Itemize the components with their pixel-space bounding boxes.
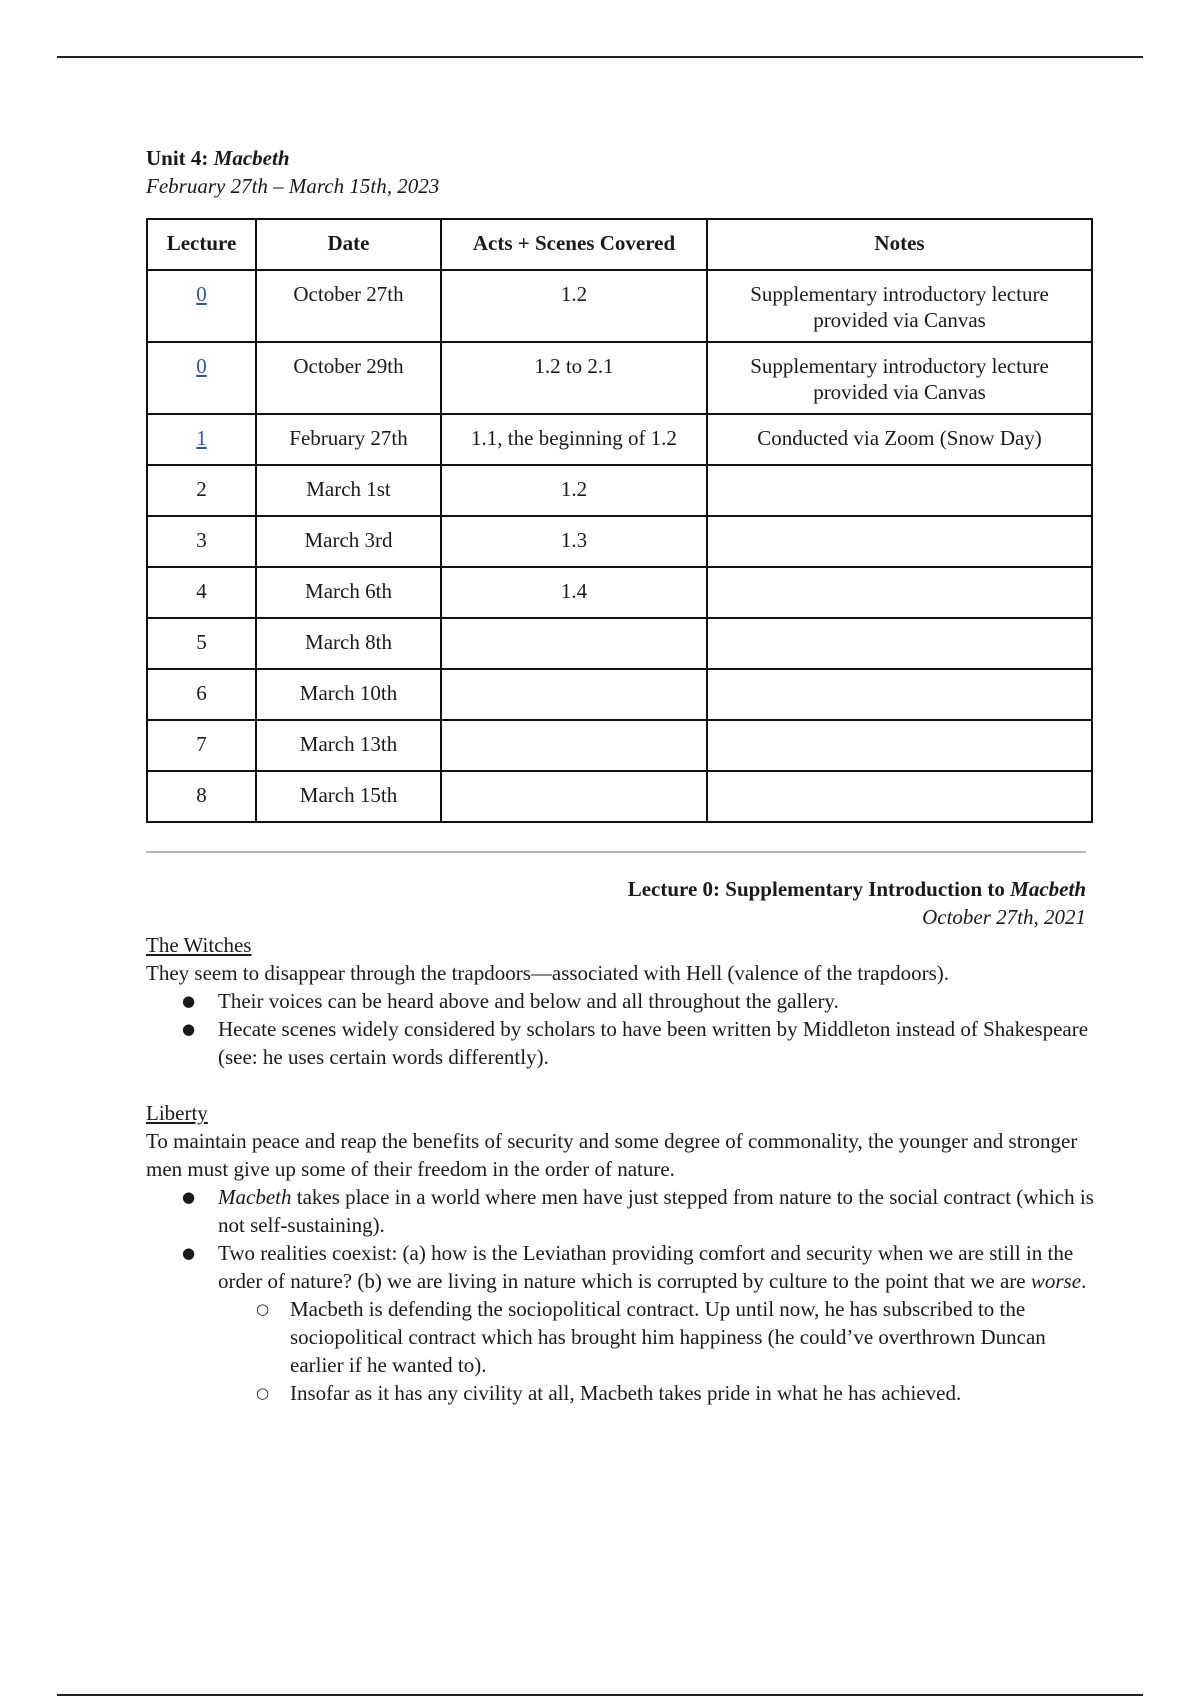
lecture-number: 6	[147, 669, 256, 720]
liberty-section	[146, 1099, 1094, 1407]
liberty-sub-bullet-list	[218, 1295, 1094, 1407]
table-row	[147, 618, 1092, 669]
list-item-text: Two realities coexist: (a) how is the Leviathan providing comfort and security when we are still in the order of nature? (b) we are living in nature which is corrupted by culture to the point that we are	[218, 1241, 1074, 1293]
lecture-title-play: Macbeth	[1010, 877, 1086, 901]
lecture-number: 2	[147, 465, 256, 516]
unit-label: Unit 4:	[146, 146, 209, 170]
witches-intro: They seem to disappear through the trapdoors—associated with Hell (valence of the trapdoors).	[146, 961, 949, 985]
lecture-number: 5	[147, 618, 256, 669]
lecture-notes: Conducted via Zoom (Snow Day)	[707, 414, 1092, 465]
table-row	[147, 771, 1092, 822]
lecture-date: March 13th	[256, 720, 441, 771]
witches-section	[146, 931, 1094, 1071]
lecture-number-link[interactable]: 0	[147, 270, 256, 342]
lecture-date: March 10th	[256, 669, 441, 720]
sub-list-item: ○ Insofar as it has any civility at all, Macbeth takes pride in what he has achieved.	[290, 1379, 1094, 1407]
lecture-notes	[707, 465, 1092, 516]
unit-title	[146, 144, 1094, 172]
lecture-date: March 6th	[256, 567, 441, 618]
header-date: Date	[256, 219, 441, 270]
list-item	[218, 1239, 1094, 1407]
lecture-notes	[707, 669, 1092, 720]
play-title-inline: Macbeth	[218, 1185, 292, 1209]
lecture-number: 3	[147, 516, 256, 567]
list-item: ● Their voices can be heard above and below and all throughout the gallery.	[218, 987, 1094, 1015]
document-body	[146, 144, 1094, 1407]
table-row	[147, 270, 1092, 342]
lecture-notes	[707, 567, 1092, 618]
table-header-row	[147, 219, 1092, 270]
lecture-date: March 1st	[256, 465, 441, 516]
lecture-number-link[interactable]: 0	[147, 342, 256, 414]
liberty-intro: To maintain peace and reap the benefits of security and some degree of commonality, the younger and stronger men must give up some of their freedom in the order of nature.	[146, 1129, 1078, 1181]
list-item: ● Hecate scenes widely considered by scholars to have been written by Middleton instead of Shakespeare (see: he uses certain words differently).	[218, 1015, 1094, 1071]
table-row	[147, 342, 1092, 414]
lecture-date: October 27th	[256, 270, 441, 342]
lecture-date: February 27th	[256, 414, 441, 465]
lecture-number-link[interactable]: 1	[147, 414, 256, 465]
lecture-acts: 1.2	[441, 270, 707, 342]
lecture-acts: 1.3	[441, 516, 707, 567]
unit-play-title: Macbeth	[213, 146, 290, 170]
lecture-number: 7	[147, 720, 256, 771]
header-notes: Notes	[707, 219, 1092, 270]
table-row	[147, 720, 1092, 771]
list-item	[218, 1183, 1094, 1239]
lecture-header	[146, 875, 1086, 931]
lecture-acts: 1.4	[441, 567, 707, 618]
table-row	[147, 414, 1092, 465]
lecture-title-text: Lecture 0: Supplementary Introduction to	[627, 877, 1011, 901]
list-item-end: .	[1081, 1269, 1087, 1293]
page-bottom-rule	[57, 1694, 1143, 1696]
table-row	[147, 567, 1092, 618]
lecture-date: March 3rd	[256, 516, 441, 567]
list-item-text: takes place in a world where men have just stepped from nature to the social contract (which is not self-sustaining).	[218, 1185, 1094, 1237]
lecture-acts: 1.2 to 2.1	[441, 342, 707, 414]
sub-list-item: ○ Macbeth is defending the sociopolitical contract. Up until now, he has subscribed to the sociopolitical contract which has brought him happiness (he could’ve overthrown Duncan earlier if he wanted to).	[290, 1295, 1094, 1379]
header-acts-scenes: Acts + Scenes Covered	[441, 219, 707, 270]
table-row	[147, 516, 1092, 567]
lecture-date-line: October 27th, 2021	[922, 905, 1086, 929]
emphasis-word: worse	[1030, 1269, 1082, 1293]
lecture-number: 4	[147, 567, 256, 618]
unit-dates: February 27th – March 15th, 2023	[146, 174, 440, 198]
lecture-notes	[707, 516, 1092, 567]
lecture-acts	[441, 669, 707, 720]
lecture-title	[146, 875, 1086, 903]
witches-bullet-list	[146, 987, 1094, 1071]
liberty-heading: Liberty	[146, 1101, 208, 1125]
liberty-bullet-list	[146, 1183, 1094, 1407]
lecture-schedule-table	[146, 218, 1093, 823]
lecture-number: 8	[147, 771, 256, 822]
lecture-acts: 1.2	[441, 465, 707, 516]
lecture-notes	[707, 618, 1092, 669]
lecture-date: March 8th	[256, 618, 441, 669]
lecture-notes	[707, 720, 1092, 771]
witches-heading: The Witches	[146, 933, 252, 957]
page-top-rule	[57, 56, 1143, 58]
header-lecture: Lecture	[147, 219, 256, 270]
table-row	[147, 465, 1092, 516]
lecture-acts	[441, 720, 707, 771]
lecture-acts	[441, 618, 707, 669]
lecture-notes: Supplementary introductory lecture provided via Canvas	[707, 270, 1092, 342]
lecture-acts	[441, 771, 707, 822]
lecture-notes: Supplementary introductory lecture provided via Canvas	[707, 342, 1092, 414]
section-divider	[146, 851, 1086, 853]
table-row	[147, 669, 1092, 720]
lecture-notes	[707, 771, 1092, 822]
lecture-date: October 29th	[256, 342, 441, 414]
lecture-acts: 1.1, the beginning of 1.2	[441, 414, 707, 465]
lecture-date: March 15th	[256, 771, 441, 822]
